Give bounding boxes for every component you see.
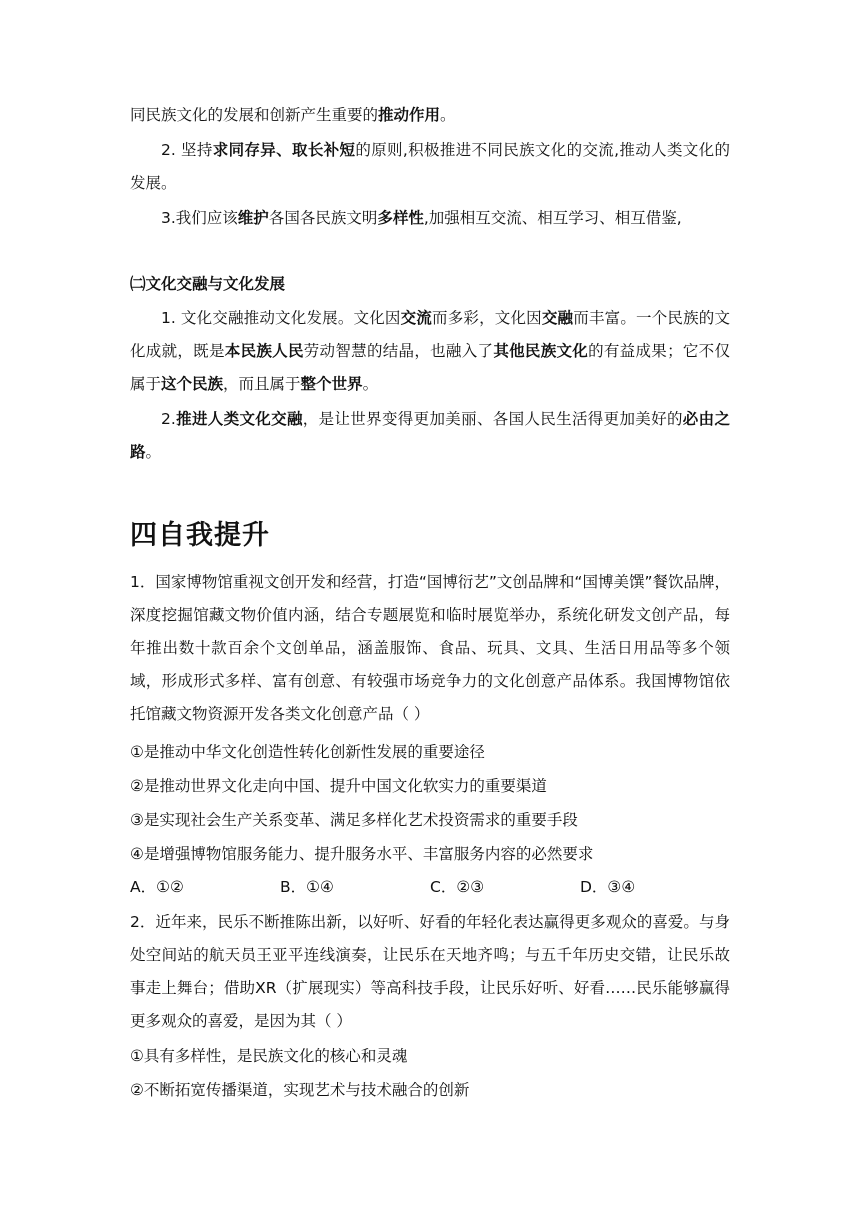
paragraph-advance-fusion: 2.推进人类文化交融，是让世界变得更加美丽、各国人民生活得更加美好的必由之路。 — [130, 410, 730, 461]
question-1-stem: 1．国家博物馆重视文创开发和经营，打造“国博衍艺”文创品牌和“国博美馔”餐饮品牌，深度挖掘馆藏文物价值内涵，结合专题展览和临时展览举办，系统化研发文创产品，每年推出数十款百余个文创单品，涵盖服饰、食品、玩具、文具、生活日用品等多个领域，形成形式多样、富有创意、有较强市场竞争力的文化创意产品体系。我国博物馆依托馆藏文物资源开发各类文化创意产品（ ） — [130, 573, 730, 723]
option-a[interactable]: A．①② — [130, 878, 184, 896]
paragraph-principle: 2. 坚持求同存异、取长补短的原则,积极推进不同民族文化的交流,推动人类文化的发展。 — [130, 141, 730, 192]
section-title: 四自我提升 — [130, 520, 270, 551]
question-2-stem: 2．近年来，民乐不断推陈出新，以好听、好看的年轻化表达赢得更多观众的喜爱。与身处空间站的航天员王亚平连线演奏，让民乐在天地齐鸣；与五千年历史交错，让民乐故事走上舞台；借助XR（扩展现实）等高科技手段，让民乐好听、好看……民乐能够赢得更多观众的喜爱，是因为其（ ） — [130, 913, 730, 1030]
question-1-options — [130, 874, 730, 900]
question-1-item-1: ①是推动中华文化创造性转化创新性发展的重要途径 — [130, 743, 485, 761]
paragraph-fusion: 1. 文化交融推动文化发展。文化因交流而多彩，文化因交融而丰富。一个民族的文化成就，既是本民族人民劳动智慧的结晶，也融入了其他民族文化的有益成果；它不仅属于这个民族，而且属于整个世界。 — [130, 309, 730, 393]
paragraph-diversity: 3.我们应该维护各国各民族文明多样性,加强相互交流、相互学习、相互借鉴, — [161, 209, 682, 227]
option-c[interactable]: C．②③ — [430, 878, 485, 896]
option-b[interactable]: B．①④ — [280, 878, 334, 896]
option-d[interactable]: D．③④ — [580, 878, 636, 896]
question-1-item-2: ②是推动世界文化走向中国、提升中国文化软实力的重要渠道 — [130, 777, 547, 795]
question-2-item-2: ②不断拓宽传播渠道，实现艺术与技术融合的创新 — [130, 1081, 470, 1099]
question-1-item-4: ④是增强博物馆服务能力、提升服务水平、丰富服务内容的必然要求 — [130, 845, 594, 863]
subheading-culture-fusion: ㈡文化交融与文化发展 — [130, 275, 286, 293]
paragraph-promote-role: 同民族文化的发展和创新产生重要的推动作用。 — [130, 106, 456, 124]
question-1-item-3: ③是实现社会生产关系变革、满足多样化艺术投资需求的重要手段 — [130, 811, 578, 829]
question-2-item-1: ①具有多样性，是民族文化的核心和灵魂 — [130, 1047, 408, 1065]
